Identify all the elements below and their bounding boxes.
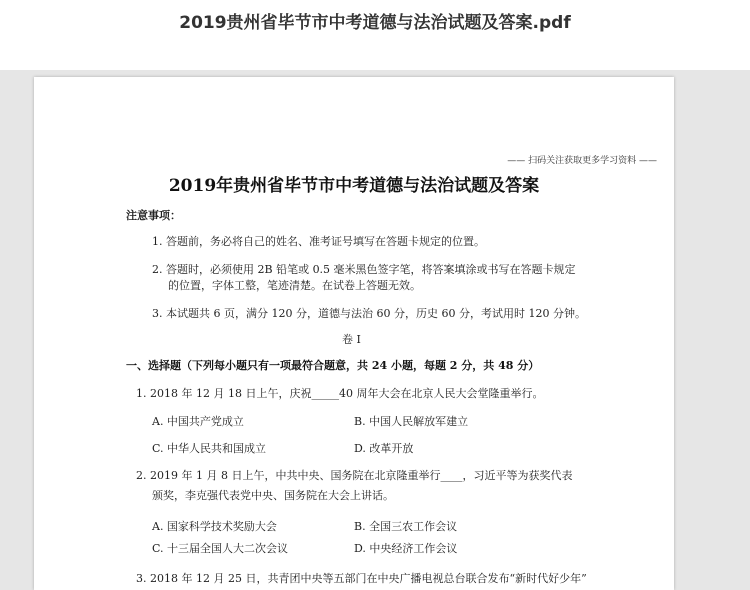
notice-item-3: 3. 本试题共 6 页，满分 120 分，道德与法治 60 分，历史 60 分，考试用时 120 分钟。 [152,307,586,320]
question-2-stem-line2: 颁奖，李克强代表党中央、国务院在大会上讲话。 [152,489,394,502]
question-2-option-a: A. 国家科学技术奖励大会 [152,520,277,533]
question-3-stem-line1: 3. 2018 年 12 月 25 日，共青团中央等五部门在中央广播电视总台联合发布“新时代好少年” [136,572,587,585]
question-1-stem: 1. 2018 年 12 月 18 日上午，庆祝_____40 周年大会在北京人民大会堂隆重举行。 [136,387,544,400]
question-2-option-c: C. 十三届全国人大二次会议 [152,542,289,555]
question-1-option-d: D. 改革开放 [354,442,414,455]
notice-item-2-line2: 的位置，字体工整，笔迹清楚。在试卷上答题无效。 [168,279,421,292]
viewer-toolbar [0,0,750,70]
notice-heading: 注意事项： [126,209,181,222]
section-heading: 一、选择题（下列每小题只有一项最符合题意，共 24 小题，每题 2 分，共 48 分） [126,359,540,372]
question-2-option-d: D. 中央经济工作会议 [354,542,458,555]
notice-item-2-line1: 2. 答题时，必须使用 2B 铅笔或 0.5 毫米黑色签字笔，将答案填涂或书写在答题卡规定 [152,263,576,276]
header-note: —— 扫码关注获取更多学习资料 —— [507,156,657,166]
notice-item-1: 1. 答题前，务必将自己的姓名、准考证号填写在答题卡规定的位置。 [152,235,485,248]
question-1-option-a: A. 中国共产党成立 [152,415,244,428]
file-title: 2019贵州省毕节市中考道德与法治试题及答案.pdf [179,13,571,33]
volume-label: 卷 Ⅰ [342,333,361,346]
question-1-option-c: C. 中华人民共和国成立 [152,442,267,455]
question-2-stem-line1: 2. 2019 年 1 月 8 日上午，中共中央、国务院在北京隆重举行____，习近平等为获奖代表 [136,469,573,482]
paper-title: 2019年贵州省毕节市中考道德与法治试题及答案 [168,176,540,196]
pdf-page[interactable] [34,77,674,590]
question-2-option-b: B. 全国三农工作会议 [354,520,458,533]
question-1-option-b: B. 中国人民解放军建立 [354,415,469,428]
